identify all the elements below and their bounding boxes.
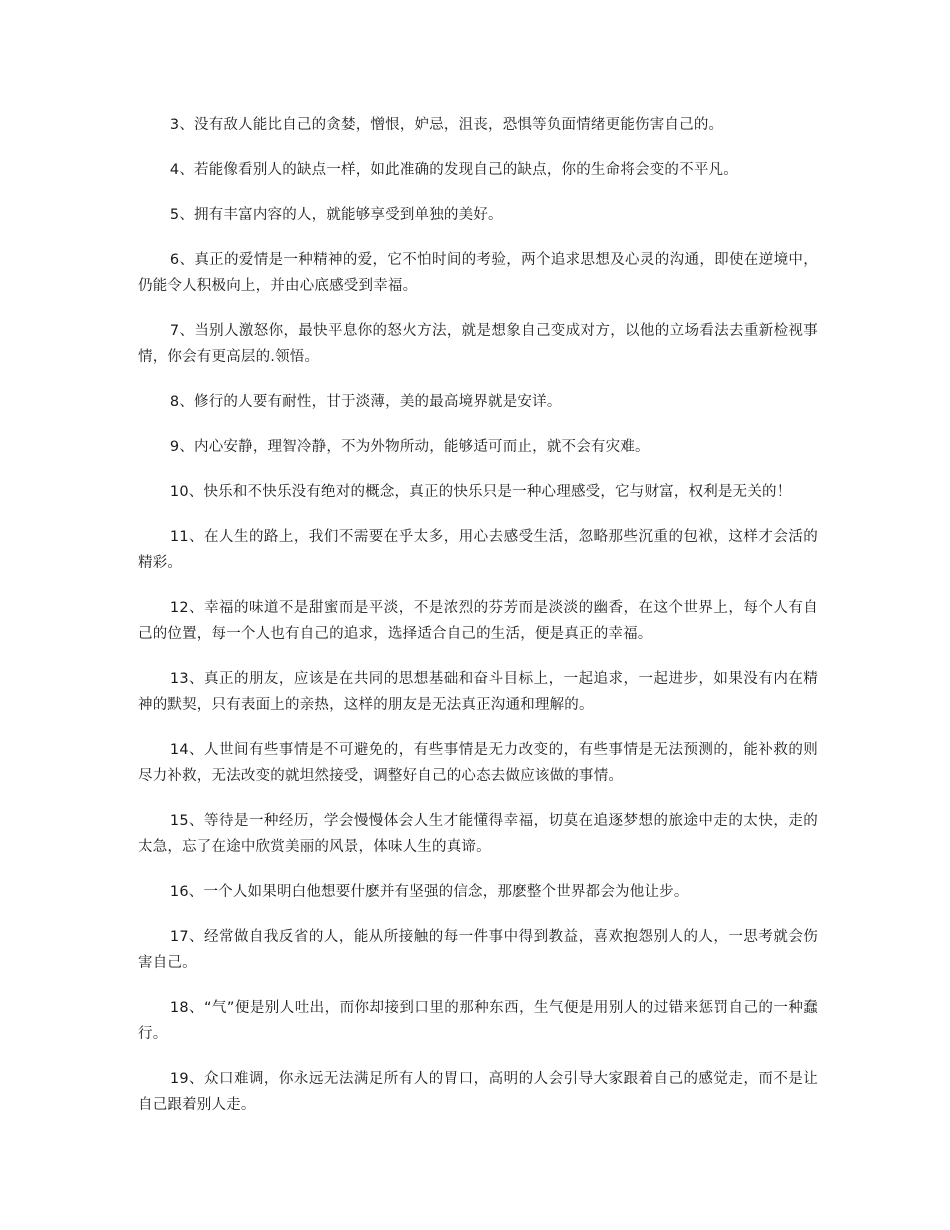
paragraph-7: 7、当别人激怒你，最快平息你的怒火方法，就是想象自己变成对方，以他的立场看法去重新检视事情，你会有更高层的.领悟。 xyxy=(138,323,818,365)
paragraph-19: 19、众口难调，你永远无法满足所有人的胃口，高明的人会引导大家跟着自己的感觉走，而不是让自己跟着别人走。 xyxy=(138,1071,818,1113)
paragraph-10: 10、快乐和不快乐没有绝对的概念，真正的快乐只是一种心理感受，它与财富，权利是无关的！ xyxy=(169,484,792,500)
paragraph-17: 17、经常做自我反省的人，能从所接触的每一件事中得到教益，喜欢抱怨别人的人，一思考就会伤害自己。 xyxy=(138,929,818,971)
paragraph-4: 4、若能像看别人的缺点一样，如此准确的发现自己的缺点，你的生命将会变的不平凡。 xyxy=(169,162,738,178)
paragraph-12: 12、幸福的味道不是甜蜜而是平淡，不是浓烈的芬芳而是淡淡的幽香，在这个世界上，每个人有自己的位置，每一个人也有自己的追求，选择适合自己的生活，便是真正的幸福。 xyxy=(138,600,818,642)
paragraph-9: 9、内心安静，理智冷静，不为外物所动，能够适可而止，就不会有灾难。 xyxy=(169,439,650,455)
document-body xyxy=(138,112,818,1137)
paragraph-18: 18、“气”便是别人吐出，而你却接到口里的那种东西，生气便是用别人的过错来惩罚自己的一种蠢行。 xyxy=(138,1000,818,1042)
paragraph-8: 8、修行的人要有耐性，甘于淡薄，美的最高境界就是安详。 xyxy=(169,394,562,410)
paragraph-3: 3、没有敌人能比自己的贪婪，憎恨，妒忌，沮丧，恐惧等负面情绪更能伤害自己的。 xyxy=(169,117,724,133)
paragraph-13: 13、真正的朋友，应该是在共同的思想基础和奋斗目标上，一起追求，一起进步，如果没有内在精神的默契，只有表面上的亲热，这样的朋友是无法真正沟通和理解的。 xyxy=(138,671,818,713)
paragraph-11: 11、在人生的路上，我们不需要在乎太多，用心去感受生活，忽略那些沉重的包袱，这样才会活的精彩。 xyxy=(138,529,818,571)
paragraph-15: 15、等待是一种经历，学会慢慢体会人生才能懂得幸福，切莫在追逐梦想的旅途中走的太快，走的太急，忘了在途中欣赏美丽的风景，体味人生的真谛。 xyxy=(138,813,818,855)
paragraph-16: 16、一个人如果明白他想要什麽并有坚强的信念，那麽整个世界都会为他让步。 xyxy=(169,884,689,900)
paragraph-14: 14、人世间有些事情是不可避免的，有些事情是无力改变的，有些事情是无法预测的，能补救的则尽力补救，无法改变的就坦然接受，调整好自己的心态去做应该做的事情。 xyxy=(138,742,818,784)
paragraph-6: 6、真正的爱情是一种精神的爱，它不怕时间的考验，两个追求思想及心灵的沟通，即使在逆境中，仍能令人积极向上，并由心底感受到幸福。 xyxy=(138,252,818,294)
paragraph-5: 5、拥有丰富内容的人，就能够享受到单独的美好。 xyxy=(169,207,503,223)
